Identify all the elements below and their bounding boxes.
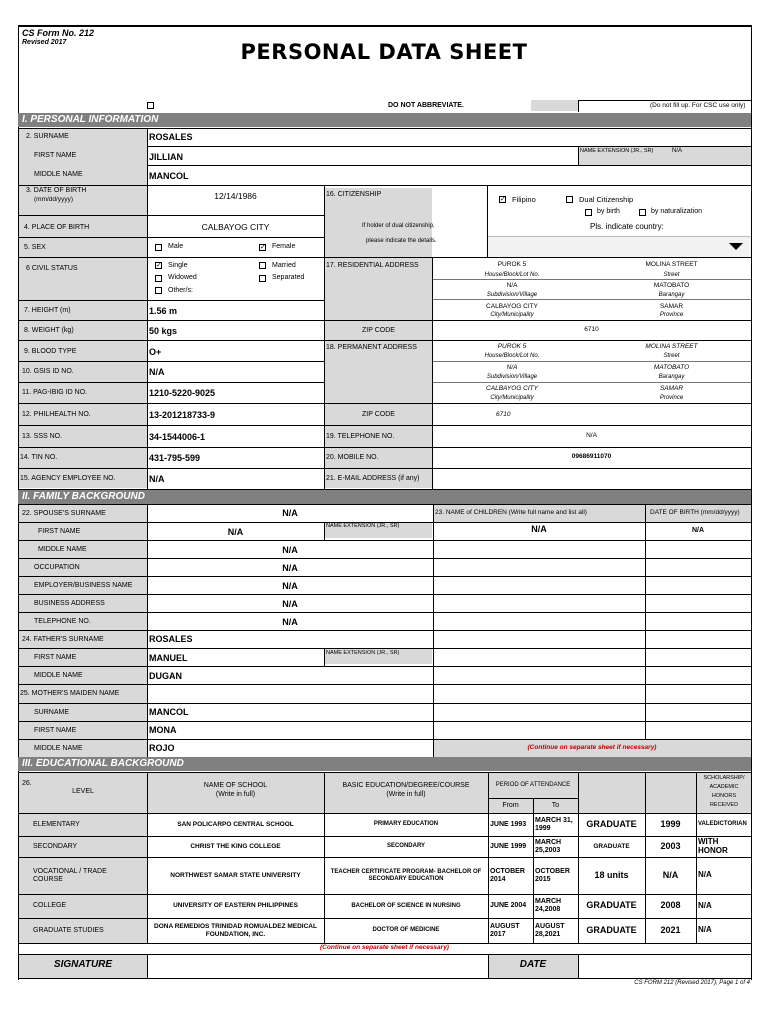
date-field[interactable]	[579, 955, 751, 978]
education-school-cell: DONA REMEDIOS TRINIDAD ROMUALDEZ MEDICAL FOUNDATION, INC.	[154, 923, 317, 938]
children-dob-label: DATE OF BIRTH (mm/dd/yyyy)	[650, 509, 740, 516]
education-to-cell: AUGUST 28,2021	[535, 922, 565, 938]
permanent-address-label: 18. PERMANENT ADDRESS	[326, 344, 417, 351]
mobile-label: 20. MOBILE NO.	[326, 454, 379, 461]
perm-street: MOLINA STREET	[645, 343, 698, 350]
res-street: MOLINA STREET	[645, 261, 698, 268]
pagibig-label: 11. PAG-IBIG ID NO.	[22, 389, 88, 396]
others-checkbox[interactable]	[155, 287, 162, 294]
occupation-value: N/A	[282, 563, 298, 573]
education-year-cell: 2008	[660, 900, 681, 911]
father-middle-label: MIDDLE NAME	[34, 672, 83, 679]
pagibig-value: 1210-5220-9025	[149, 388, 216, 398]
csc-number-box	[531, 100, 578, 111]
header-checkbox[interactable]	[147, 102, 154, 109]
education-level-cell: VOCATIONAL / TRADE COURSE	[33, 867, 107, 883]
chevron-down-icon[interactable]	[729, 243, 743, 250]
gsis-label: 10. GSIS ID NO.	[22, 368, 74, 375]
signature-label: SIGNATURE	[53, 959, 113, 970]
sex-label: 5. SEX	[24, 244, 46, 251]
residential-address-label: 17. RESIDENTIAL ADDRESS	[326, 262, 419, 269]
children-label: 23. NAME of CHILDREN (Write full name and list all)	[435, 509, 587, 516]
telephone-value: N/A	[586, 432, 597, 439]
res-city-sub: City/Municipality	[490, 312, 534, 318]
father-first-value: MANUEL	[149, 653, 188, 663]
occupation-label: OCCUPATION	[34, 564, 80, 571]
res-subd: N/A	[506, 282, 518, 289]
spouse-ext-label: NAME EXTENSION (JR., SR)	[326, 523, 400, 529]
agency-label: 15. AGENCY EMPLOYEE NO.	[20, 475, 116, 482]
education-course-cell: SECONDARY	[386, 843, 426, 850]
philhealth-value: 13-201218733-9	[149, 410, 216, 420]
education-year-cell: 2021	[660, 924, 681, 935]
spouse-telephone-label: TELEPHONE NO.	[34, 618, 91, 625]
course-header-sub: (Write in full)	[386, 791, 426, 798]
section-personal-information: I. PERSONAL INFORMATION	[18, 113, 751, 127]
res-house-sub: House/Block/Lot No.	[484, 272, 540, 278]
education-honors-cell: VALEDICTORIAN	[698, 821, 747, 828]
honors-header: SCHOLARSHIP/ ACADEMIC HONORS RECEIVED	[703, 775, 745, 808]
perm-zip: 6710	[496, 411, 511, 418]
education-year-cell: 1999	[660, 818, 681, 829]
tin-label: 14. TIN NO.	[20, 454, 58, 461]
section-educational-background: III. EDUCATIONAL BACKGROUND	[18, 757, 751, 771]
education-to-cell: MARCH 24,2008	[535, 898, 562, 913]
dual-citizenship-checkbox[interactable]	[566, 196, 573, 203]
res-city: CALBAYOG CITY	[486, 303, 538, 310]
male-checkbox[interactable]	[155, 244, 162, 251]
mobile-value: 09686911070	[571, 453, 612, 460]
female-label: Female	[272, 243, 296, 250]
education-level-cell: ELEMENTARY	[33, 820, 80, 828]
spouse-telephone-value: N/A	[282, 617, 298, 627]
middle-name-value: MANCOL	[149, 171, 189, 181]
do-not-abbreviate: DO NOT ABBREVIATE.	[388, 102, 464, 109]
name-extension-label: NAME EXTENSION (JR., SR)	[580, 148, 654, 154]
res-prov: SAMAR	[659, 303, 684, 310]
education-units-cell: GRADUATE	[593, 842, 630, 850]
civil-status-label: 6 CIVIL STATUS	[26, 265, 78, 272]
education-honors-cell: N/A	[698, 925, 712, 935]
perm-zip-label: ZIP CODE	[362, 411, 395, 418]
res-zip: 6710	[584, 326, 599, 333]
family-continue-note: (Continue on separate sheet if necessary)	[527, 744, 657, 751]
surname-label: 2. SURNAME	[26, 133, 69, 140]
mother-first-value: MONA	[149, 725, 177, 735]
single-checkbox[interactable]: ✓	[156, 262, 162, 269]
perm-subd-sub: Subdivision/Village	[486, 374, 538, 380]
sss-value: 34-1544006-1	[149, 432, 206, 442]
education-honors-cell: N/A	[698, 870, 712, 880]
spouse-surname-value: N/A	[282, 508, 298, 518]
perm-brgy-sub: Barangay	[658, 374, 685, 380]
education-from-cell: AUGUST 2017	[490, 922, 520, 938]
blood-type-label: 9. BLOOD TYPE	[24, 348, 77, 355]
mother-middle-label: MIDDLE NAME	[34, 745, 83, 752]
sss-label: 13. SSS NO.	[22, 433, 63, 440]
page-footer: CS FORM 212 (Revised 2017), Page 1 of 4	[634, 980, 750, 986]
mother-first-label: FIRST NAME	[34, 727, 77, 734]
spouse-first-label: FIRST NAME	[38, 528, 81, 535]
spouse-middle-label: MIDDLE NAME	[38, 546, 87, 553]
business-address-value: N/A	[282, 599, 298, 609]
dual-citizenship-label: Dual Citizenship	[579, 195, 634, 204]
education-level-cell: SECONDARY	[33, 842, 78, 850]
res-brgy: MATOBATO	[653, 282, 690, 289]
surname-value: ROSALES	[149, 132, 193, 142]
perm-city-sub: City/Municipality	[490, 395, 534, 401]
business-address-label: BUSINESS ADDRESS	[34, 600, 105, 607]
filipino-label: Filipino	[512, 195, 536, 204]
res-brgy-sub: Barangay	[658, 292, 685, 298]
education-course-cell: DOCTOR OF MEDICINE	[372, 927, 440, 934]
employer-label: EMPLOYER/BUSINESS NAME	[34, 582, 133, 589]
education-from-cell: JUNE 1999	[490, 842, 527, 850]
education-from-cell: OCTOBER 2014	[490, 867, 525, 883]
education-honors-cell: N/A	[698, 900, 712, 910]
csc-use-note: (Do not fill up. For CSC use only)	[650, 102, 746, 109]
widowed-label: Widowed	[168, 274, 197, 281]
perm-house-sub: House/Block/Lot No.	[484, 353, 540, 359]
email-label: 21. E-MAIL ADDRESS (if any)	[326, 475, 420, 482]
perm-prov: SAMAR	[659, 385, 684, 392]
education-units-cell: GRADUATE	[586, 924, 637, 935]
by-naturalization-label: by naturalization	[651, 208, 702, 215]
pob-label: 4. PLACE OF BIRTH	[24, 224, 90, 231]
education-units-cell: GRADUATE	[586, 900, 637, 911]
spouse-first-value: N/A	[227, 527, 244, 537]
mother-maiden-label: 25. MOTHER'S MAIDEN NAME	[20, 690, 120, 697]
weight-label: 8. WEIGHT (kg)	[24, 327, 74, 334]
children-dob-value: N/A	[691, 527, 705, 534]
father-surname-label: 24. FATHER'S SURNAME	[22, 636, 104, 643]
education-course-cell: BACHELOR OF SCIENCE IN NURSING	[351, 902, 461, 909]
from-header: From	[502, 802, 519, 809]
citizenship-label: 16. CITIZENSHIP	[326, 191, 382, 198]
married-checkbox[interactable]	[259, 262, 266, 269]
weight-value: 50 kgs	[149, 326, 178, 336]
height-value: 1.56 m	[149, 306, 178, 316]
education-to-cell: MARCH 25,2003	[535, 838, 562, 854]
pob-value: CALBAYOG CITY	[201, 222, 270, 232]
education-units-cell: 18 units	[594, 869, 629, 880]
res-street-sub: Street	[663, 272, 680, 278]
perm-city: CALBAYOG CITY	[486, 385, 538, 392]
education-level-cell: COLLEGE	[33, 902, 67, 910]
perm-house: PUROK 5	[497, 343, 527, 350]
name-extension-value: N/A	[672, 148, 683, 154]
dob-value: 12/14/1986	[214, 191, 257, 201]
course-header: BASIC EDUCATION/DEGREE/COURSE	[342, 782, 470, 789]
school-header: NAME OF SCHOOL	[203, 782, 268, 789]
res-prov-sub: Province	[659, 312, 684, 318]
father-middle-value: DUGAN	[149, 671, 182, 681]
father-surname-value: ROSALES	[149, 634, 193, 644]
middle-name-label: MIDDLE NAME	[34, 171, 83, 178]
mother-surname-label: SURNAME	[34, 709, 70, 716]
dual-holder-note-2: please indicate the details.	[366, 238, 437, 244]
education-course-cell: TEACHER CERTIFICATE PROGRAM- BACHELOR OF SECONDARY EDUCATION	[330, 868, 482, 882]
res-subd-sub: Subdivision/Village	[486, 292, 538, 298]
dual-holder-note-1: If holder of dual citizenship,	[362, 223, 435, 229]
res-house: PUROK 5	[497, 261, 527, 268]
father-ext-label: NAME EXTENSION (JR., SR)	[326, 650, 400, 656]
female-checkbox[interactable]: ✓	[260, 244, 266, 251]
dob-format: (mm/dd/yyyy)	[34, 196, 73, 203]
education-year-cell: 2003	[660, 840, 681, 851]
education-to-cell: MARCH 31, 1999	[535, 816, 573, 832]
education-number: 26.	[22, 780, 32, 787]
signature-field[interactable]	[148, 955, 488, 978]
father-first-label: FIRST NAME	[34, 654, 77, 661]
education-year-cell: N/A	[662, 869, 679, 880]
children-value: N/A	[531, 524, 547, 534]
perm-brgy: MATOBATO	[653, 364, 690, 371]
education-from-cell: JUNE 2004	[490, 902, 527, 910]
philhealth-label: 12. PHILHEALTH NO.	[22, 411, 91, 418]
gsis-value: N/A	[149, 367, 165, 377]
single-label: Single	[168, 262, 188, 269]
married-label: Married	[272, 262, 296, 269]
school-header-sub: (Write in full)	[215, 791, 256, 798]
period-header: PERIOD OF ATTENDANCE	[495, 782, 571, 788]
to-header: To	[551, 802, 560, 809]
first-name-label: FIRST NAME	[34, 152, 77, 159]
others-label: Other/s:	[168, 287, 193, 294]
form-number: CS Form No. 212	[22, 28, 95, 38]
res-zip-label: ZIP CODE	[362, 327, 395, 334]
perm-street-sub: Street	[663, 353, 680, 359]
dob-label: 3. DATE OF BIRTH	[26, 187, 87, 194]
by-birth-checkbox[interactable]	[585, 209, 592, 216]
section-family-background: II. FAMILY BACKGROUND	[18, 490, 751, 504]
education-continue-note: (Continue on separate sheet if necessary)	[320, 944, 449, 951]
by-naturalization-checkbox[interactable]	[639, 209, 646, 216]
height-label: 7. HEIGHT (m)	[24, 307, 71, 314]
filipino-checkbox[interactable]: ✓	[500, 196, 506, 203]
tin-value: 431-795-599	[149, 453, 201, 463]
blood-type-value: O+	[149, 347, 162, 357]
mother-surname-value: MANCOL	[149, 707, 189, 717]
page-title: PERSONAL DATA SHEET	[240, 40, 528, 64]
perm-subd: N/A	[506, 364, 518, 371]
education-level-cell: GRADUATE STUDIES	[33, 926, 104, 934]
telephone-label: 19. TELEPHONE NO.	[326, 433, 395, 440]
by-birth-label: by birth	[597, 208, 620, 215]
agency-value: N/A	[149, 474, 165, 484]
first-name-value: JILLIAN	[149, 152, 184, 162]
education-course-cell: PRIMARY EDUCATION	[373, 821, 439, 828]
education-school-cell: SAN POLICARPO CENTRAL SCHOOL	[177, 820, 294, 828]
spouse-middle-value: N/A	[282, 545, 298, 555]
indicate-country-label: Pls. indicate country:	[590, 222, 664, 231]
level-header: LEVEL	[72, 788, 94, 795]
education-from-cell: JUNE 1993	[490, 820, 527, 828]
employer-value: N/A	[282, 581, 298, 591]
education-school-cell: NORTHWEST SAMAR STATE UNIVERSITY	[170, 871, 301, 879]
revised-year: Revised 2017	[22, 39, 67, 46]
separated-label: Separated	[272, 274, 305, 281]
education-units-cell: GRADUATE	[586, 818, 637, 829]
date-label: DATE	[519, 959, 547, 970]
mother-middle-value: ROJO	[149, 743, 175, 753]
country-dropdown[interactable]	[488, 236, 751, 257]
education-to-cell: OCTOBER 2015	[535, 867, 570, 883]
education-school-cell: UNIVERSITY OF EASTERN PHILIPPINES	[173, 902, 298, 910]
separated-checkbox[interactable]	[259, 275, 266, 282]
male-label: Male	[168, 243, 184, 250]
perm-prov-sub: Province	[659, 395, 684, 401]
education-honors-cell: WITH HONOR	[698, 836, 728, 855]
spouse-surname-label: 22. SPOUSE'S SURNAME	[22, 510, 106, 517]
education-school-cell: CHRIST THE KING COLLEGE	[190, 842, 281, 850]
widowed-checkbox[interactable]	[155, 275, 162, 282]
